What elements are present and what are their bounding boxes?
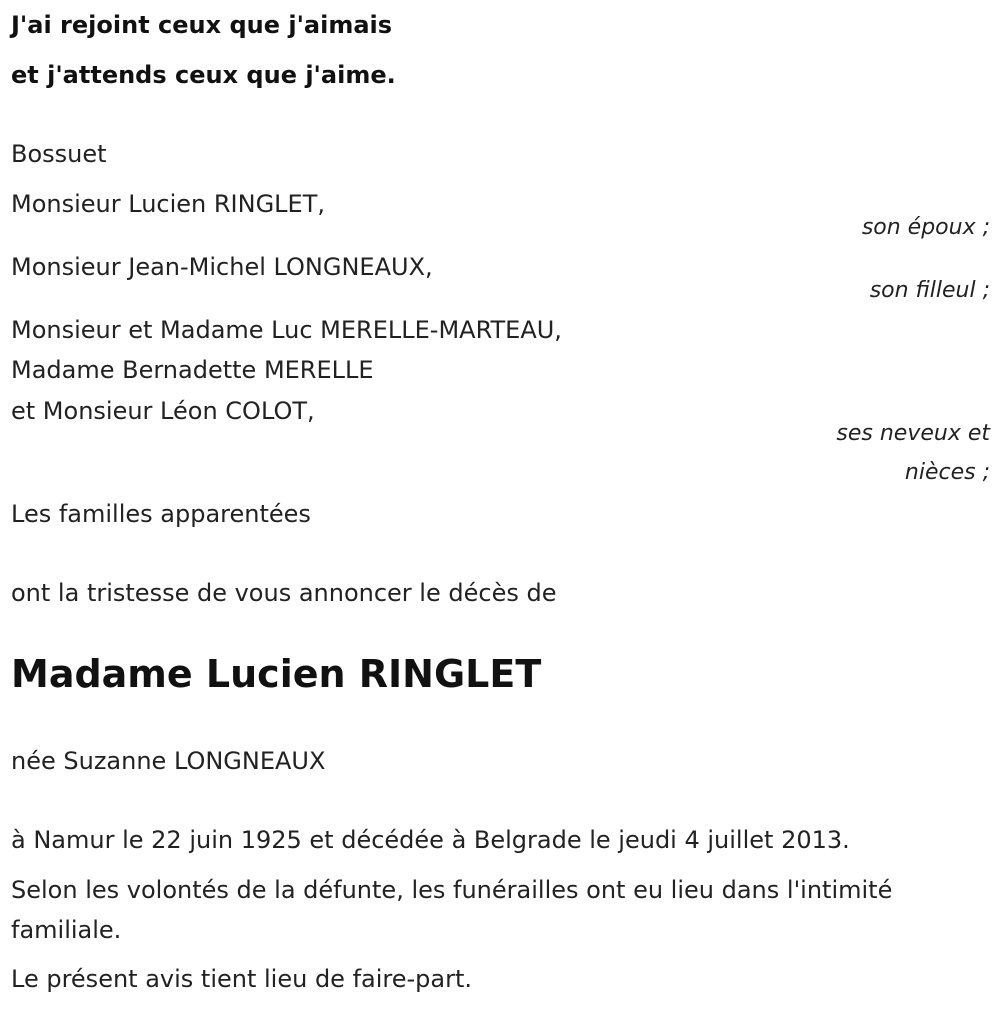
spouse-relation: son époux ; bbox=[861, 215, 990, 240]
godson-relation: son filleul ; bbox=[869, 278, 990, 303]
nephews-line-1: Monsieur et Madame Luc MERELLE-MARTEAU, bbox=[11, 316, 562, 344]
bossuet-attribution: Bossuet bbox=[11, 140, 107, 168]
epigraph-line-2: et j'attends ceux que j'aime. bbox=[11, 61, 396, 89]
announcement-intro: ont la tristesse de vous annoncer le décès de bbox=[11, 579, 557, 607]
life-dates: à Namur le 22 juin 1925 et décédée à Belgrade le jeudi 4 juillet 2013. bbox=[11, 826, 850, 854]
notice-statement: Le présent avis tient lieu de faire-part. bbox=[11, 965, 473, 993]
funeral-line-2: familiale. bbox=[11, 916, 122, 944]
nephews-relation-line-1: ses neveux et bbox=[836, 421, 990, 446]
nephews-relation-line-2: nièces ; bbox=[904, 460, 990, 485]
nephews-line-3: et Monsieur Léon COLOT, bbox=[11, 397, 315, 425]
related-families: Les familles apparentées bbox=[11, 500, 311, 528]
birth-name: née Suzanne LONGNEAUX bbox=[11, 747, 326, 775]
spouse-name: Monsieur Lucien RINGLET, bbox=[11, 190, 326, 218]
deceased-name: Madame Lucien RINGLET bbox=[11, 652, 542, 696]
nephews-line-2: Madame Bernadette MERELLE bbox=[11, 356, 374, 384]
funeral-line-1: Selon les volontés de la défunte, les funérailles ont eu lieu dans l'intimité bbox=[11, 876, 893, 904]
godson-name: Monsieur Jean-Michel LONGNEAUX, bbox=[11, 253, 433, 281]
epigraph-line-1: J'ai rejoint ceux que j'aimais bbox=[11, 11, 393, 39]
